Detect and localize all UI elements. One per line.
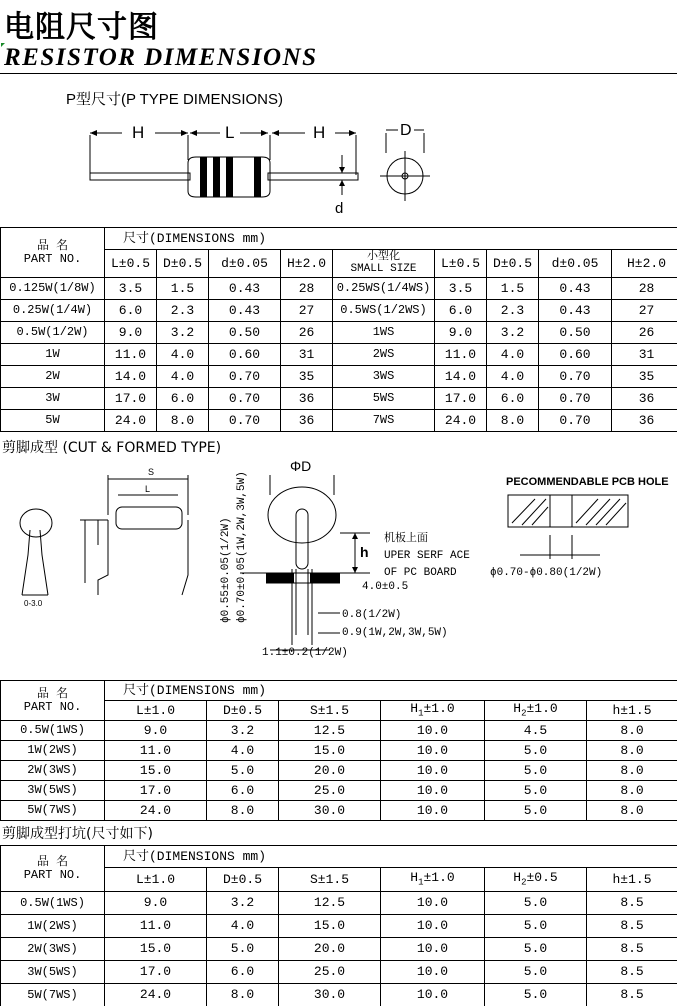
part-no-header: 品 名 PART NO. (1, 681, 105, 721)
table-cell: 15.0 (279, 741, 381, 761)
column-header: h±1.5 (587, 701, 677, 721)
table-cell: 26 (281, 322, 333, 344)
table-cell: 10.0 (381, 961, 485, 984)
table-cell: 14.0 (105, 366, 157, 388)
table-cell: 36 (612, 410, 677, 432)
h-label: h (360, 544, 369, 560)
table-row (1, 410, 677, 432)
table-cell: 1W (1, 344, 105, 366)
lead-label-1: 0.8(1/2W) (342, 609, 402, 621)
part-no-header: 品 名 PART NO. (1, 846, 105, 892)
board-label-en2: OF PC BOARD (384, 567, 457, 579)
table-row (1, 278, 677, 300)
dimensions-header: 尺寸(DIMENSIONS mm) (105, 228, 677, 250)
table-cell: 0.5W(1WS) (1, 892, 105, 915)
table-cell: 24.0 (105, 410, 157, 432)
label-h-right: H (313, 123, 326, 142)
table-cell: 24.0 (105, 984, 207, 1006)
column-header: L±0.5 (105, 250, 157, 278)
table-cell: 35 (612, 366, 677, 388)
table-cell: 30.0 (279, 984, 381, 1006)
table-cell: 9.0 (105, 322, 157, 344)
table-cell: 24.0 (105, 801, 207, 821)
column-header: D±0.5 (487, 250, 539, 278)
table-cell: 8.0 (587, 721, 677, 741)
table-cell: 0.70 (209, 410, 281, 432)
width-label: 1.1±0.2(1/2W) (262, 647, 348, 659)
column-header: D±0.5 (207, 868, 279, 892)
table-cell: 5.0 (485, 801, 587, 821)
table-cell: 3W(5WS) (1, 961, 105, 984)
column-header: S±1.5 (279, 868, 381, 892)
column-header: H±2.0 (281, 250, 333, 278)
table-cell: 0.5W(1WS) (1, 721, 105, 741)
table-cell: 28 (281, 278, 333, 300)
table-cell: 2.3 (157, 300, 209, 322)
board-label-cn: 机板上面 (384, 531, 428, 544)
table-cell: 15.0 (105, 761, 207, 781)
column-header: L±0.5 (435, 250, 487, 278)
label-s: S (148, 467, 155, 477)
table-cell: 35 (281, 366, 333, 388)
table-cell: 12.5 (279, 892, 381, 915)
table-row (1, 915, 677, 938)
table-cell: 3.2 (207, 721, 279, 741)
table-row (1, 300, 677, 322)
table-cell: 6.0 (207, 781, 279, 801)
column-header: d±0.05 (209, 250, 281, 278)
table-cell: 6.0 (435, 300, 487, 322)
cut-formed-table (0, 680, 677, 821)
column-header: d±0.05 (539, 250, 612, 278)
table-cell: 8.0 (487, 410, 539, 432)
table-cell: 0.70 (539, 388, 612, 410)
column-header: $H_1\pm 1.0$ (381, 701, 485, 721)
title-divider (0, 73, 677, 74)
small-size-header: 小型化 SMALL SIZE (333, 250, 435, 278)
table-row (1, 984, 677, 1006)
h-value-label: 4.0±0.5 (362, 581, 409, 593)
table-cell: 0.125W(1/8W) (1, 278, 105, 300)
table-cell: 3W(5WS) (1, 781, 105, 801)
table-cell: 28 (612, 278, 677, 300)
table-cell: 6.0 (207, 961, 279, 984)
table-row (1, 741, 677, 761)
table-cell: 8.5 (587, 915, 677, 938)
table-cell: 4.0 (487, 344, 539, 366)
label-l: L (225, 123, 235, 142)
table-cell: 1W(2WS) (1, 741, 105, 761)
table-cell: 10.0 (381, 938, 485, 961)
table-row (1, 388, 677, 410)
table-cell: 10.0 (381, 721, 485, 741)
table-cell: 10.0 (381, 781, 485, 801)
table-cell: 8.0 (587, 781, 677, 801)
label-d-body: D (400, 122, 412, 139)
table-cell: 5.0 (485, 761, 587, 781)
table-cell: 6.0 (157, 388, 209, 410)
table-cell: 8.5 (587, 892, 677, 915)
table-cell: 31 (281, 344, 333, 366)
table-cell: 5W(7WS) (1, 801, 105, 821)
table-cell: 0.50 (539, 322, 612, 344)
board-label-en1: UPER SERF ACE (384, 550, 470, 562)
table-cell: 3W (1, 388, 105, 410)
table-cell: 10.0 (381, 984, 485, 1006)
table-cell: 5.0 (485, 741, 587, 761)
page-title-cn: 电阻尺寸图 (4, 10, 159, 45)
table-cell: 0.25W(1/4W) (1, 300, 105, 322)
table-cell: 17.0 (105, 961, 207, 984)
table-cell: 36 (281, 388, 333, 410)
table-cell: 3.5 (105, 278, 157, 300)
table-cell: 27 (612, 300, 677, 322)
table-cell: 11.0 (105, 741, 207, 761)
table-cell: 14.0 (435, 366, 487, 388)
table-cell: 27 (281, 300, 333, 322)
table-cell: 36 (612, 388, 677, 410)
ptype-diagram (80, 115, 450, 225)
table-cell: 8.0 (587, 801, 677, 821)
table-cell: 31 (612, 344, 677, 366)
table-cell: 10.0 (381, 915, 485, 938)
table-cell: 10.0 (381, 761, 485, 781)
vert-label-1: ϕ0.55±0.05(1/2W) (220, 517, 232, 623)
table-cell: 4.0 (157, 344, 209, 366)
table-cell: 5W(7WS) (1, 984, 105, 1006)
table-row (1, 366, 677, 388)
table-cell: 0.43 (539, 278, 612, 300)
table-cell: 11.0 (105, 344, 157, 366)
table-cell: 8.5 (587, 984, 677, 1006)
column-header: L±1.0 (105, 701, 207, 721)
table-cell: 7WS (333, 410, 435, 432)
table-cell: 0.70 (209, 366, 281, 388)
pcb-hole-title: PECOMMENDABLE PCB HOLE (506, 476, 669, 488)
table-row (1, 892, 677, 915)
table-cell: 8.0 (207, 984, 279, 1006)
table-cell: 10.0 (381, 801, 485, 821)
cut-formed-heading: 剪脚成型 (CUT & FORMED TYPE) (2, 440, 222, 456)
cut-dimple-table (0, 845, 677, 1006)
table-cell: 5W (1, 410, 105, 432)
section3-heading: 剪脚成型打坑(尺寸如下) (2, 826, 153, 842)
table-cell: 11.0 (105, 915, 207, 938)
table-cell: 1.5 (487, 278, 539, 300)
column-header: D±0.5 (207, 701, 279, 721)
table-cell: 8.0 (207, 801, 279, 821)
table-cell: 20.0 (279, 938, 381, 961)
table-cell: 2W (1, 366, 105, 388)
table-cell: 10.0 (381, 741, 485, 761)
table-cell: 0.5WS(1/2WS) (333, 300, 435, 322)
table-cell: 1.5 (157, 278, 209, 300)
column-header: H±2.0 (612, 250, 677, 278)
table-cell: 6.0 (105, 300, 157, 322)
column-header: L±1.0 (105, 868, 207, 892)
part-no-header: 品 名 PART NO. (1, 228, 105, 278)
table-cell: 5.0 (485, 984, 587, 1006)
table-cell: 0.70 (209, 388, 281, 410)
table-cell: 5.0 (485, 961, 587, 984)
table-cell: 25.0 (279, 961, 381, 984)
ptype-heading: P型尺寸(P TYPE DIMENSIONS) (66, 91, 283, 108)
table-cell: 0.43 (209, 278, 281, 300)
table-cell: 12.5 (279, 721, 381, 741)
table-cell: 5.0 (485, 781, 587, 801)
table-cell: 4.0 (207, 915, 279, 938)
table-cell: 5.0 (207, 938, 279, 961)
table-cell: 3.2 (207, 892, 279, 915)
table-cell: 2W(3WS) (1, 938, 105, 961)
table-cell: 3.5 (435, 278, 487, 300)
table-row (1, 801, 677, 821)
table-cell: 9.0 (435, 322, 487, 344)
table-cell: 15.0 (105, 938, 207, 961)
table-cell: 1WS (333, 322, 435, 344)
table-cell: 5.0 (485, 915, 587, 938)
table-cell: 26 (612, 322, 677, 344)
table-cell: 15.0 (279, 915, 381, 938)
table-cell: 8.5 (587, 961, 677, 984)
table-cell: 4.0 (207, 741, 279, 761)
table-cell: 0.70 (539, 410, 612, 432)
table-cell: 0.60 (539, 344, 612, 366)
label-d-lead: d (335, 200, 344, 217)
table-cell: 5.0 (207, 761, 279, 781)
vert-label-2: ϕ0.70±0.05(1W,2W,3W,5W) (236, 471, 248, 623)
table-row (1, 761, 677, 781)
table-cell: 11.0 (435, 344, 487, 366)
ptype-table (0, 227, 677, 432)
table-cell: 0.5W(1/2W) (1, 322, 105, 344)
table-cell: 17.0 (105, 388, 157, 410)
table-cell: 3.2 (157, 322, 209, 344)
label-l-small: L (145, 484, 151, 494)
table-cell: 30.0 (279, 801, 381, 821)
cut-formed-diagram (0, 455, 677, 675)
table-cell: 17.0 (105, 781, 207, 801)
dimensions-header: 尺寸(DIMENSIONS mm) (105, 681, 677, 701)
table-cell: 10.0 (381, 892, 485, 915)
label-h-left: H (132, 123, 145, 142)
table-cell: 0.50 (209, 322, 281, 344)
table-cell: 5.0 (485, 938, 587, 961)
table-cell: 0.25WS(1/4WS) (333, 278, 435, 300)
table-cell: 4.5 (485, 721, 587, 741)
column-header: S±1.5 (279, 701, 381, 721)
dimensions-header: 尺寸(DIMENSIONS mm) (105, 846, 677, 868)
phi-d-label: ΦD (290, 458, 312, 474)
table-cell: 8.0 (587, 741, 677, 761)
page-title-en: RESISTOR DIMENSIONS (4, 44, 318, 71)
table-cell: 8.0 (157, 410, 209, 432)
table-cell: 4.0 (487, 366, 539, 388)
table-cell: 5.0 (485, 892, 587, 915)
table-cell: 2W(3WS) (1, 761, 105, 781)
column-header: $H_1\pm 1.0$ (381, 868, 485, 892)
table-cell: 0.70 (539, 366, 612, 388)
table-row (1, 938, 677, 961)
table-cell: 20.0 (279, 761, 381, 781)
lead-label-2: 0.9(1W,2W,3W,5W) (342, 627, 448, 639)
column-header: D±0.5 (157, 250, 209, 278)
table-cell: 0.60 (209, 344, 281, 366)
table-row (1, 781, 677, 801)
column-header: h±1.5 (587, 868, 677, 892)
table-cell: 9.0 (105, 892, 207, 915)
table-cell: 9.0 (105, 721, 207, 741)
table-row (1, 721, 677, 741)
table-cell: 3.2 (487, 322, 539, 344)
table-cell: 24.0 (435, 410, 487, 432)
table-cell: 4.0 (157, 366, 209, 388)
table-cell: 6.0 (487, 388, 539, 410)
table-cell: 17.0 (435, 388, 487, 410)
table-cell: 2.3 (487, 300, 539, 322)
table-cell: 3WS (333, 366, 435, 388)
table-cell: 1W(2WS) (1, 915, 105, 938)
table-cell: 2WS (333, 344, 435, 366)
table-cell: 0.43 (539, 300, 612, 322)
table-row (1, 961, 677, 984)
table-cell: 25.0 (279, 781, 381, 801)
table-row (1, 322, 677, 344)
column-header: $H_2\pm 0.5$ (485, 868, 587, 892)
table-cell: 8.0 (587, 761, 677, 781)
table-cell: 36 (281, 410, 333, 432)
table-row (1, 344, 677, 366)
pcb-hole-range: ϕ0.70-ϕ0.80(1/2W) (490, 567, 603, 579)
small-dim-label: 0-3.0 (24, 599, 43, 608)
column-header: $H_2\pm 1.0$ (485, 701, 587, 721)
table-cell: 8.5 (587, 938, 677, 961)
table-cell: 5WS (333, 388, 435, 410)
table-cell: 0.43 (209, 300, 281, 322)
